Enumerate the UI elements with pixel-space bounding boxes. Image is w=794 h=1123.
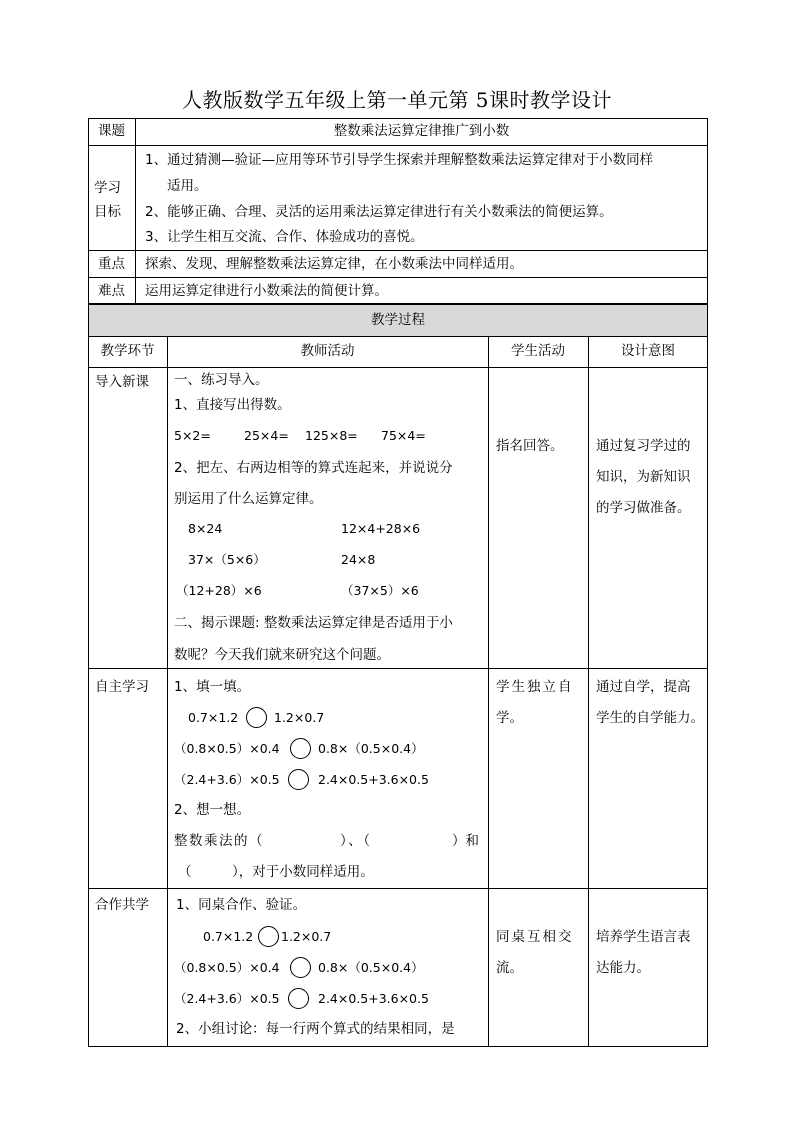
expression-right: 12×4+28×6 (341, 521, 421, 536)
teacher-text: 2、小组讨论：每一行两个算式的结果相同，是 (176, 1021, 455, 1037)
key-value: 探索、发现、理解整数乘法运算定律，在小数乘法中同样适用。 (145, 256, 523, 272)
teacher-text: 1、直接写出得数。 (174, 397, 291, 413)
expression-right: 1.2×0.7 (274, 710, 325, 725)
teacher-text: （ (178, 864, 192, 880)
stage-name: 导入新课 (95, 374, 149, 390)
student-activity: 同桌互相交 (496, 929, 574, 945)
design-intent: 的学习做准备。 (596, 500, 691, 516)
goal-item-2: 2、能够正确、合理、灵活的运用乘法运算定律进行有关小数乘法的简便运算。 (145, 204, 613, 220)
teacher-text: 1、填一填。 (174, 679, 251, 695)
column-header-intent: 设计意图 (621, 343, 675, 359)
topic-label: 课题 (98, 123, 125, 139)
info-row-line (88, 145, 708, 146)
expression-right: 2.4×0.5+3.6×0.5 (318, 991, 429, 1006)
expression-left: （0.8×0.5）×0.4 (174, 960, 280, 975)
difficulty-value: 运用运算定律进行小数乘法的简便计算。 (145, 283, 388, 299)
document-title: 人教版数学五年级上第一单元第 5课时教学设计 (181, 88, 613, 112)
goal-item-1-cont: 适用。 (167, 178, 208, 194)
teacher-text: 2、把左、右两边相等的算式连起来，并说说分 (174, 460, 453, 476)
student-activity: 流。 (496, 960, 523, 976)
blank-circle (290, 738, 311, 759)
process-row-line (88, 888, 708, 889)
expression-left: （12+28）×6 (176, 583, 262, 598)
teacher-text: ），对于小数同样适用。 (232, 864, 374, 880)
design-intent: 通过自学，提高 (596, 679, 691, 695)
expression-right: 0.8×（0.5×0.4） (318, 741, 424, 756)
blank-circle (288, 988, 309, 1009)
expression-left: （2.4+3.6）×0.5 (174, 991, 280, 1006)
info-row-line (88, 250, 708, 251)
goals-label: 学习 (94, 180, 121, 196)
teacher-text: 2、想一想。 (174, 802, 251, 818)
topic-value: 整数乘法运算定律推广到小数 (333, 123, 510, 139)
expression-left: 0.7×1.2 (203, 929, 254, 944)
goal-item-3: 3、让学生相互交流、合作、体验成功的喜悦。 (145, 229, 424, 245)
process-section-title: 教学过程 (371, 312, 425, 328)
difficulty-label: 难点 (98, 283, 125, 299)
design-intent: 学生的自学能力。 (596, 710, 704, 726)
expression: 125×8= (305, 428, 358, 443)
teacher-text: 整数乘法的（ (174, 833, 264, 849)
student-activity: 学生独立自 (496, 679, 574, 695)
expression-right: 0.8×（0.5×0.4） (318, 960, 424, 975)
design-intent: 达能力。 (596, 960, 650, 976)
goal-item-1: 1、通过猜测—验证—应用等环节引导学生探索并理解整数乘法运算定律对于小数同样 (145, 152, 654, 168)
expression-right: 1.2×0.7 (281, 929, 332, 944)
expression-left: （2.4+3.6）×0.5 (174, 772, 280, 787)
expression: 5×2= (174, 428, 211, 443)
expression-right: （37×5）×6 (341, 583, 419, 598)
student-activity: 学。 (496, 710, 523, 726)
expression-left: 0.7×1.2 (188, 710, 239, 725)
key-label: 重点 (98, 256, 125, 272)
teacher-text: 1、同桌合作、验证。 (176, 897, 307, 913)
expression-left: 37×（5×6） (188, 552, 266, 567)
teacher-text: 别运用了什么运算定律。 (174, 491, 323, 507)
teacher-text: ）、（ (340, 833, 372, 849)
process-col-line (488, 336, 489, 1047)
expression-right: 24×8 (341, 552, 376, 567)
teacher-text: 一、练习导入。 (174, 372, 269, 388)
blank-circle (246, 707, 267, 728)
process-col-line (588, 336, 589, 1047)
design-intent: 培养学生语言表 (596, 929, 691, 945)
info-row-line (88, 277, 708, 278)
stage-name: 合作共学 (95, 897, 149, 913)
process-row-line (88, 336, 708, 337)
column-header-teacher: 教师活动 (300, 343, 355, 359)
teacher-text: 数呢？今天我们就来研究这个问题。 (174, 647, 390, 663)
column-header-student: 学生活动 (511, 343, 565, 359)
blank-circle (290, 957, 311, 978)
process-row-line (88, 367, 708, 368)
expression: 75×4= (381, 428, 426, 443)
design-intent: 通过复习学过的 (596, 438, 691, 454)
design-intent: 知识，为新知识 (596, 469, 691, 485)
teacher-text: ）和 (452, 833, 479, 849)
expression: 25×4= (244, 428, 289, 443)
blank-circle (288, 769, 309, 790)
teacher-text: 二、揭示课题: 整数乘法运算定律是否适用于小 (174, 615, 453, 631)
column-header-stage: 教学环节 (100, 343, 155, 359)
process-col-line (167, 336, 168, 1047)
expression-left: 8×24 (188, 521, 223, 536)
goals-label: 目标 (94, 204, 121, 220)
student-activity: 指名回答。 (496, 438, 564, 454)
expression-left: （0.8×0.5）×0.4 (174, 741, 280, 756)
process-row-line (88, 668, 708, 669)
stage-name: 自主学习 (95, 679, 149, 695)
blank-circle (258, 926, 279, 947)
expression-right: 2.4×0.5+3.6×0.5 (318, 772, 429, 787)
